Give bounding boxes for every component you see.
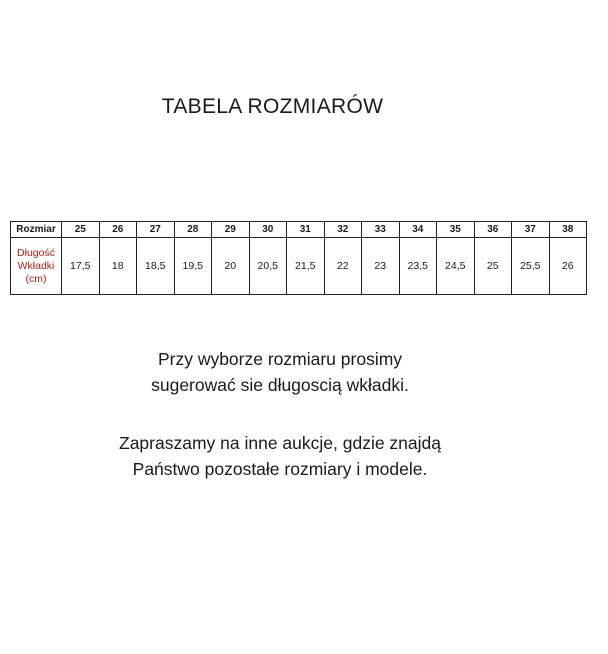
length-cell: 23,5 [399, 238, 437, 295]
other-auctions-note [0, 430, 560, 482]
length-cell: 25 [474, 238, 512, 295]
length-cell: 24,5 [437, 238, 475, 295]
length-cell: 18,5 [137, 238, 175, 295]
size-cell: 28 [174, 222, 212, 238]
size-cell: 32 [324, 222, 362, 238]
note-line: sugerować sie długoscią wkładki. [151, 375, 409, 395]
size-cell: 29 [212, 222, 250, 238]
size-row-label: Rozmiar [11, 222, 62, 238]
length-cell: 26 [549, 238, 587, 295]
length-cell: 18 [99, 238, 137, 295]
size-table [10, 221, 587, 295]
length-cell: 21,5 [287, 238, 325, 295]
length-label-line: (cm) [25, 272, 47, 285]
size-cell: 26 [99, 222, 137, 238]
length-cell: 20 [212, 238, 250, 295]
length-row-label [11, 238, 62, 295]
length-label-line: Długość [17, 246, 55, 259]
length-cell: 23 [362, 238, 400, 295]
length-row [11, 238, 587, 295]
length-cell: 22 [324, 238, 362, 295]
length-cell: 17,5 [62, 238, 100, 295]
length-cell: 20,5 [249, 238, 287, 295]
size-cell: 36 [474, 222, 512, 238]
page-title: TABELA ROZMIARÓW [161, 95, 384, 118]
size-cell: 31 [287, 222, 325, 238]
size-advice-note [0, 346, 560, 398]
note-line: Zapraszamy na inne aukcje, gdzie znajdą [119, 433, 441, 453]
size-cell: 25 [62, 222, 100, 238]
size-cell: 34 [399, 222, 437, 238]
note-line: Przy wyborze rozmiaru prosimy [157, 349, 403, 369]
size-cell: 33 [362, 222, 400, 238]
size-cell: 27 [137, 222, 175, 238]
length-cell: 25,5 [512, 238, 550, 295]
note-line: Państwo pozostałe rozmiary i modele. [132, 459, 428, 479]
length-cell: 19,5 [174, 238, 212, 295]
size-cell: 38 [549, 222, 587, 238]
size-row [11, 222, 587, 238]
size-cell: 37 [512, 222, 550, 238]
size-cell: 30 [249, 222, 287, 238]
size-cell: 35 [437, 222, 475, 238]
length-label-line: Wkładki [17, 259, 55, 272]
